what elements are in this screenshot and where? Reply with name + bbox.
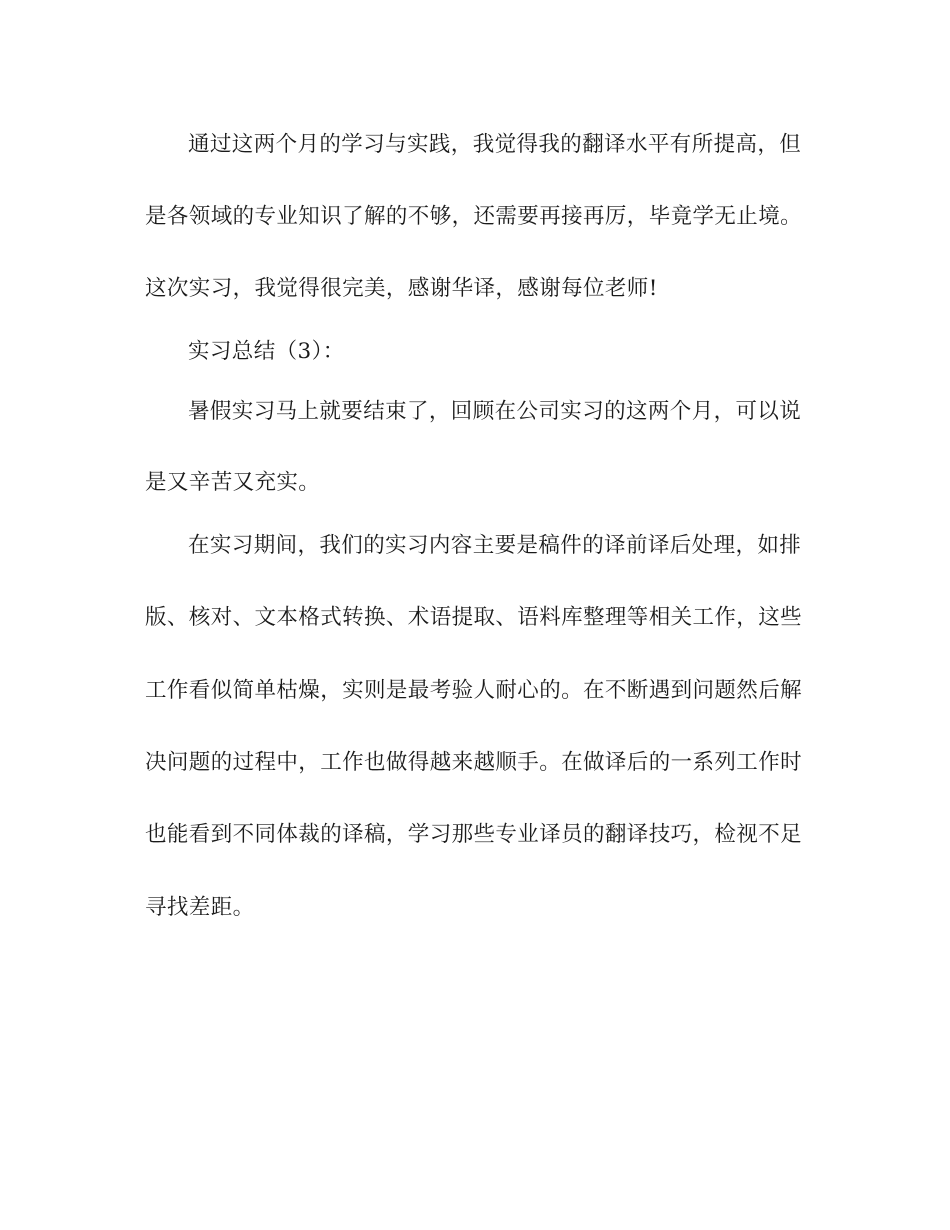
section-heading: 实习总结（3）： <box>188 339 345 364</box>
paragraph-1-line-3: 这次实习，我觉得很完美，感谢华译，感谢每位老师! <box>145 276 658 301</box>
paragraph-3-line-1: 在实习期间，我们的实习内容主要是稿件的译前译后处理，如排 <box>188 533 802 558</box>
paragraph-2-line-1: 暑假实习马上就要结束了，回顾在公司实习的这两个月，可以说 <box>188 399 802 424</box>
paragraph-3-line-6: 寻找差距。 <box>145 895 255 920</box>
paragraph-3-line-5: 也能看到不同体裁的译稿，学习那些专业译员的翻译技巧，检视不足 <box>145 822 803 847</box>
paragraph-3-line-4: 决问题的过程中，工作也做得越来越顺手。在做译后的一系列工作时 <box>145 750 803 775</box>
paragraph-1-line-1: 通过这两个月的学习与实践，我觉得我的翻译水平有所提高，但 <box>188 132 802 157</box>
paragraph-3-line-3: 工作看似简单枯燥，实则是最考验人耐心的。在不断遇到问题然后解 <box>145 678 803 703</box>
paragraph-1-line-2: 是各领域的专业知识了解的不够，还需要再接再厉，毕竟学无止境。 <box>145 204 803 229</box>
paragraph-2-line-2: 是又辛苦又充实。 <box>145 470 321 495</box>
paragraph-3-line-2: 版、核对、文本格式转换、术语提取、语料库整理等相关工作，这些 <box>145 605 803 630</box>
